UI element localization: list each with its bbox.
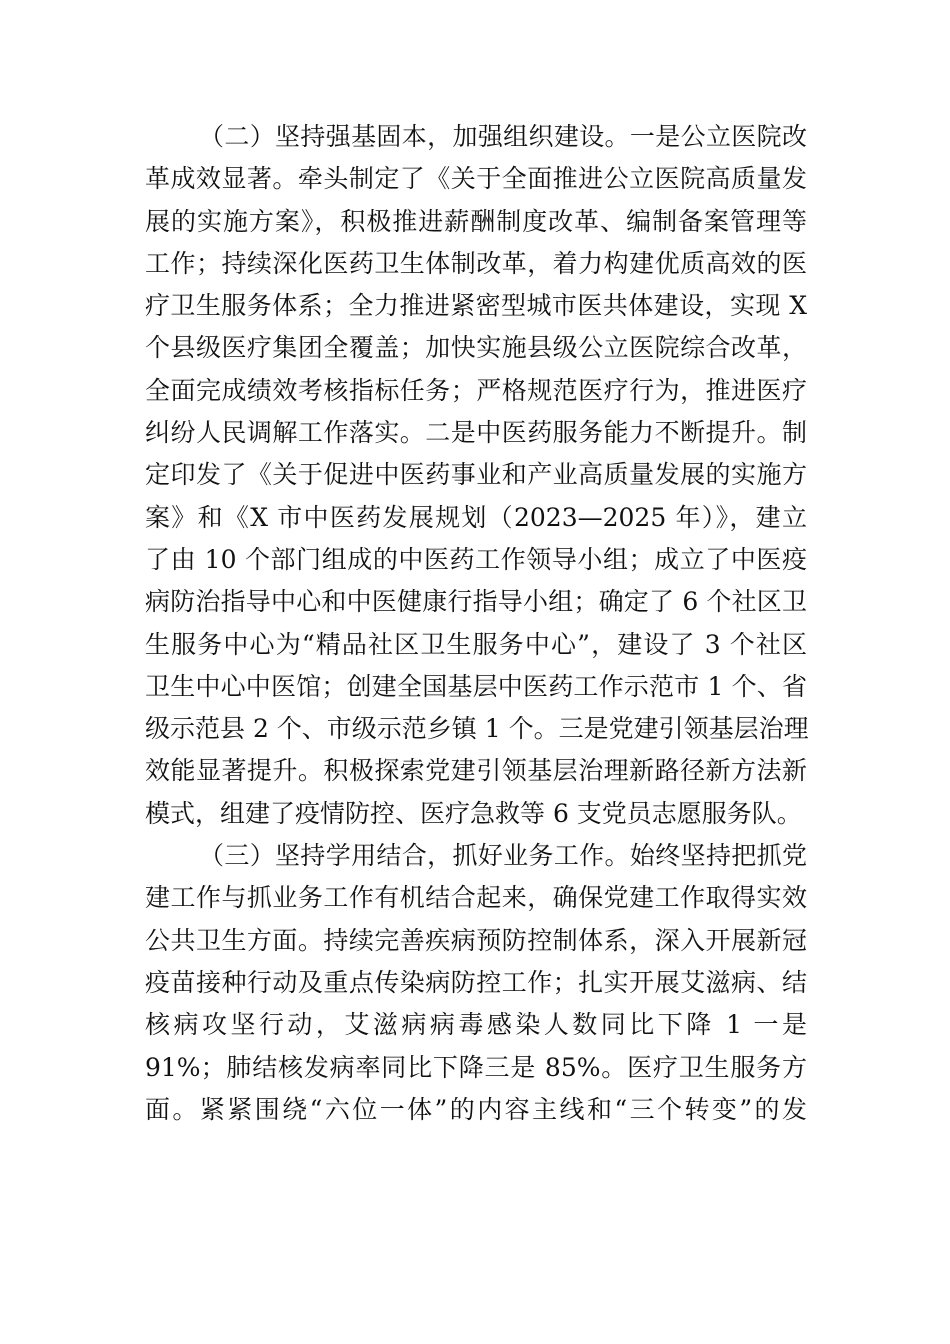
text-line: 核病攻坚行动，艾滋病病毒感染人数同比下降 1 一是 <box>145 1010 807 1040</box>
text-line: 面。紧紧围绕“六位一体”的内容主线和“三个转变”的发 <box>145 1094 807 1124</box>
text-line: 全面完成绩效考核指标任务；严格规范医疗行为，推进医疗 <box>145 375 807 405</box>
text-line: 纠纷人民调解工作落实。二是中医药服务能力不断提升。制 <box>145 418 807 448</box>
text-line: （三）坚持学用结合，抓好业务工作。始终坚持把抓党 <box>199 841 807 871</box>
text-line: 级示范县 2 个、市级示范乡镇 1 个。三是党建引领基层治理 <box>145 714 809 744</box>
text-line: 疫苗接种行动及重点传染病防控工作；扎实开展艾滋病、结 <box>145 967 807 997</box>
document-body <box>145 116 807 1131</box>
text-line: （二）坚持强基固本，加强组织建设。一是公立医院改 <box>199 122 807 151</box>
text-line: 公共卫生方面。持续完善疾病预防控制体系，深入开展新冠 <box>145 925 807 955</box>
text-line: 案》和《X 市中医药发展规划（2023—2025 年）》，建立 <box>145 502 807 532</box>
paragraph-3 <box>145 835 807 1131</box>
text-line: 展的实施方案》，积极推进薪酬制度改革、编制备案管理等 <box>145 206 807 236</box>
text-line: 疗卫生服务体系；全力推进紧密型城市医共体建设，实现 X <box>145 291 807 321</box>
text-line: 91%；肺结核发病率同比下降三是 85%。医疗卫生服务方 <box>145 1052 807 1082</box>
text-line: 建工作与抓业务工作有机结合起来，确保党建工作取得实效 <box>145 883 807 913</box>
text-line: 工作；持续深化医药卫生体制改革，着力构建优质高效的医 <box>145 248 807 278</box>
text-line: 模式，组建了疫情防控、医疗急救等 6 支党员志愿服务队。 <box>145 798 802 828</box>
paragraph-2 <box>145 116 807 835</box>
text-line: 生服务中心为“精品社区卫生服务中心”，建设了 3 个社区 <box>145 629 807 659</box>
text-line: 卫生中心中医馆；创建全国基层中医药工作示范市 1 个、省 <box>145 671 807 701</box>
text-line: 个县级医疗集团全覆盖；加快实施县级公立医院综合改革， <box>145 333 807 363</box>
text-line: 定印发了《关于促进中医药事业和产业高质量发展的实施方 <box>145 460 807 490</box>
text-line: 了由 10 个部门组成的中医药工作领导小组；成立了中医疫 <box>145 544 807 574</box>
text-line: 革成效显著。牵头制定了《关于全面推进公立医院高质量发 <box>145 164 807 194</box>
text-line: 病防治指导中心和中医健康行指导小组；确定了 6 个社区卫 <box>145 587 807 617</box>
text-line: 效能显著提升。积极探索党建引领基层治理新路径新方法新 <box>145 756 807 786</box>
